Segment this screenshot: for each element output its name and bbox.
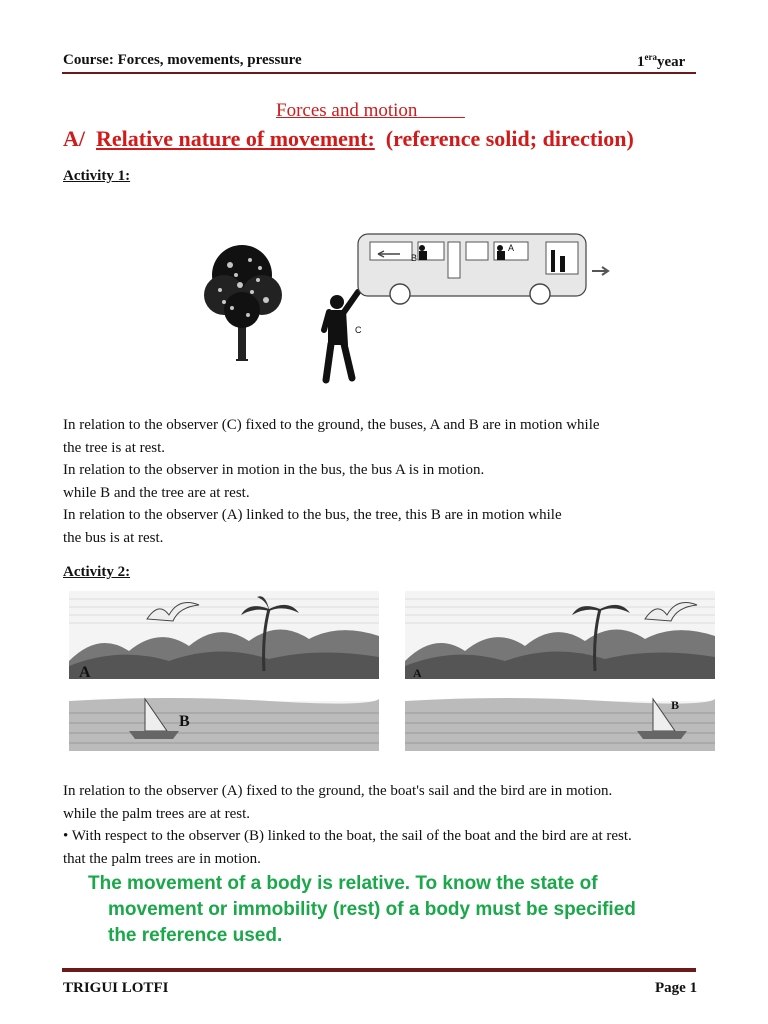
footer-rule	[62, 968, 696, 972]
label-c: C	[355, 325, 362, 335]
person-icon	[324, 292, 358, 380]
author-name: TRIGUI LOTFI	[63, 980, 169, 996]
conclusion-line-2: movement or immobility (rest) of a body must be specified	[108, 899, 636, 920]
section-underlined: Relative nature of movement:	[96, 126, 375, 151]
activity-2-text	[63, 780, 753, 870]
label-b: B	[671, 698, 680, 712]
paragraph-line: In relation to the observer in motion in the bus, the bus A is in motion.	[63, 462, 485, 478]
section-heading	[63, 126, 768, 152]
label-b: B	[411, 253, 418, 263]
course-title: Course: Forces, movements, pressure	[63, 52, 302, 68]
conclusion-box	[88, 871, 636, 949]
paragraph-line: the bus is at rest.	[63, 529, 164, 546]
tree-icon	[204, 245, 282, 360]
activity-1-text	[63, 414, 753, 549]
beach-scene-left	[69, 591, 379, 751]
paragraph-line: the tree is at rest.	[63, 439, 166, 456]
page-title-text: Forces and motion	[276, 100, 418, 121]
label-a: A	[79, 664, 91, 681]
conclusion-line-1	[88, 871, 636, 897]
beach-scene-right	[405, 591, 715, 751]
section-prefix: A/	[63, 126, 85, 151]
page-title	[276, 100, 465, 122]
conclusion-text: The movement of a body is relative. To know the state of	[88, 873, 598, 894]
year-superscript: era	[644, 52, 657, 62]
year-number: 1	[637, 54, 645, 70]
bus-icon	[358, 234, 608, 304]
label-b: B	[179, 713, 190, 730]
paragraph-line: that the palm trees are in motion.	[63, 850, 261, 867]
conclusion-line-3: the reference used.	[108, 925, 283, 946]
section-rest: (reference solid; direction)	[385, 126, 634, 151]
year-word: year	[657, 54, 686, 70]
paragraph-line: In relation to the observer (C) fixed to the ground, the buses, A and B are in motion while	[63, 417, 600, 433]
paragraph-line: while the palm trees are at rest.	[63, 805, 251, 822]
activity-1-heading: Activity 1:	[63, 168, 131, 184]
activity-2-heading: Activity 2:	[63, 564, 131, 580]
page-number: Page 1	[655, 980, 698, 996]
paragraph-line: In relation to the observer (A) linked to the bus, the tree, this B are in motion while	[63, 507, 562, 523]
paragraph-line: • With respect to the observer (B) linked to the boat, the sail of the boat and the bird are at rest.	[63, 828, 632, 844]
paragraph-line: In relation to the observer (A) fixed to the ground, the boat's sail and the bird are in motion.	[63, 783, 613, 799]
year-label	[637, 52, 685, 71]
activity-1-illustration	[200, 220, 620, 390]
paragraph-line: while B and the tree are at rest.	[63, 484, 250, 501]
header-rule	[62, 72, 696, 74]
label-a: A	[508, 243, 515, 253]
label-a: A	[413, 666, 422, 680]
